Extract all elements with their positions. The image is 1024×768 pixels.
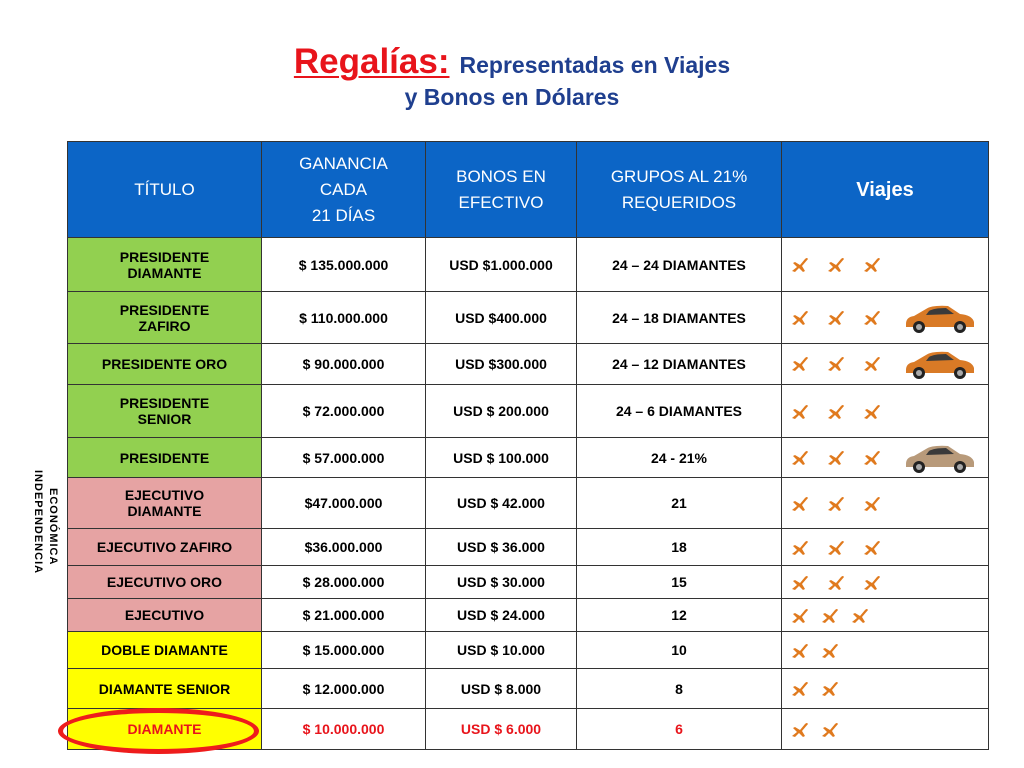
cell-grupos: 24 – 18 DIAMANTES <box>577 292 782 344</box>
table-row <box>68 344 989 385</box>
cell-viajes <box>782 529 989 566</box>
cell-ganancia: $ 90.000.000 <box>262 344 426 385</box>
airplane-icon <box>790 681 810 697</box>
table-row <box>68 529 989 566</box>
cell-viajes <box>782 669 989 709</box>
header-titulo: TÍTULO <box>68 142 262 238</box>
table-row <box>68 385 989 438</box>
airplane-icon <box>820 608 840 624</box>
cell-bonos: USD $ 200.000 <box>426 385 577 438</box>
cell-grupos: 24 – 6 DIAMANTES <box>577 385 782 438</box>
table-row <box>68 478 989 529</box>
cell-viajes <box>782 599 989 632</box>
airplane-icon <box>862 310 882 326</box>
airplane-icon <box>790 356 810 372</box>
cell-viajes <box>782 478 989 529</box>
header-viajes: Viajes <box>782 142 989 238</box>
cell-bonos: USD $300.000 <box>426 344 577 385</box>
airplane-icon <box>826 496 846 512</box>
airplane-icon <box>790 608 810 624</box>
title-main: Regalías: <box>293 42 450 81</box>
cell-titulo: PRESIDENTE ORO <box>68 344 262 385</box>
cell-viajes <box>782 292 989 344</box>
airplane-icon <box>790 310 810 326</box>
cell-bonos: USD $ 8.000 <box>426 669 577 709</box>
airplane-icon <box>820 681 840 697</box>
table-row <box>68 238 989 292</box>
cell-ganancia: $36.000.000 <box>262 529 426 566</box>
airplane-icon <box>790 450 810 466</box>
airplane-icon <box>820 643 840 659</box>
airplane-icon <box>862 257 882 273</box>
side-label-line2: ECONÓMICA <box>47 488 59 566</box>
airplane-icon <box>850 608 870 624</box>
title-sub1: Representadas en Viajes <box>459 52 731 78</box>
cell-titulo: DIAMANTE SENIOR <box>68 669 262 709</box>
cell-ganancia: $ 110.000.000 <box>262 292 426 344</box>
table-row <box>68 632 989 669</box>
cell-viajes <box>782 709 989 750</box>
cell-bonos: USD $ 6.000 <box>426 709 577 750</box>
cell-ganancia: $ 21.000.000 <box>262 599 426 632</box>
airplane-icon <box>862 404 882 420</box>
cell-grupos: 15 <box>577 566 782 599</box>
cell-ganancia: $ 28.000.000 <box>262 566 426 599</box>
cell-bonos: USD $ 100.000 <box>426 438 577 478</box>
airplane-icon <box>826 575 846 591</box>
table-row <box>68 669 989 709</box>
cell-viajes <box>782 566 989 599</box>
cell-grupos: 24 – 24 DIAMANTES <box>577 238 782 292</box>
cell-viajes <box>782 632 989 669</box>
car-icon <box>902 346 978 382</box>
cell-grupos: 21 <box>577 478 782 529</box>
header-bonos: BONOS EN EFECTIVO <box>426 142 577 238</box>
cell-grupos: 12 <box>577 599 782 632</box>
airplane-icon <box>862 356 882 372</box>
cell-grupos: 18 <box>577 529 782 566</box>
cell-titulo: EJECUTIVO ORO <box>68 566 262 599</box>
cell-ganancia: $ 10.000.000 <box>262 709 426 750</box>
cell-titulo: EJECUTIVO DIAMANTE <box>68 478 262 529</box>
airplane-icon <box>790 404 810 420</box>
cell-grupos: 10 <box>577 632 782 669</box>
airplane-icon <box>826 356 846 372</box>
cell-titulo: DIAMANTE <box>68 709 262 750</box>
cell-bonos: USD $ 10.000 <box>426 632 577 669</box>
car-icon <box>902 300 978 336</box>
header-ganancia: GANANCIA CADA 21 DÍAS <box>262 142 426 238</box>
airplane-icon <box>862 450 882 466</box>
cell-titulo: PRESIDENTE SENIOR <box>68 385 262 438</box>
airplane-icon <box>826 310 846 326</box>
header-grupos: GRUPOS AL 21% REQUERIDOS <box>577 142 782 238</box>
airplane-icon <box>862 496 882 512</box>
airplane-icon <box>862 540 882 556</box>
airplane-icon <box>826 404 846 420</box>
cell-ganancia: $ 15.000.000 <box>262 632 426 669</box>
airplane-icon <box>790 643 810 659</box>
cell-titulo: EJECUTIVO ZAFIRO <box>68 529 262 566</box>
table-row <box>68 566 989 599</box>
airplane-icon <box>790 575 810 591</box>
table-row <box>68 599 989 632</box>
cell-titulo: PRESIDENTE DIAMANTE <box>68 238 262 292</box>
car-icon <box>902 440 978 476</box>
cell-titulo: EJECUTIVO <box>68 599 262 632</box>
cell-grupos: 24 – 12 DIAMANTES <box>577 344 782 385</box>
cell-bonos: USD $ 30.000 <box>426 566 577 599</box>
airplane-icon <box>826 450 846 466</box>
airplane-icon <box>790 257 810 273</box>
cell-ganancia: $ 57.000.000 <box>262 438 426 478</box>
cell-bonos: USD $400.000 <box>426 292 577 344</box>
cell-grupos: 8 <box>577 669 782 709</box>
table-row <box>68 292 989 344</box>
cell-titulo: PRESIDENTE ZAFIRO <box>68 292 262 344</box>
cell-ganancia: $ 135.000.000 <box>262 238 426 292</box>
header-row <box>68 142 989 238</box>
side-label-line1: INDEPENDENCIA <box>32 470 44 575</box>
cell-viajes <box>782 438 989 478</box>
page-title <box>0 42 1024 82</box>
page-subtitle: y Bonos en Dólares <box>404 84 620 110</box>
table-row <box>68 438 989 478</box>
cell-grupos: 6 <box>577 709 782 750</box>
airplane-icon <box>820 722 840 738</box>
airplane-icon <box>862 575 882 591</box>
cell-ganancia: $ 12.000.000 <box>262 669 426 709</box>
cell-viajes <box>782 344 989 385</box>
cell-viajes <box>782 238 989 292</box>
cell-grupos: 24 - 21% <box>577 438 782 478</box>
cell-ganancia: $47.000.000 <box>262 478 426 529</box>
cell-titulo: PRESIDENTE <box>68 438 262 478</box>
cell-bonos: USD $ 36.000 <box>426 529 577 566</box>
cell-bonos: USD $ 42.000 <box>426 478 577 529</box>
highlight-oval <box>58 708 259 754</box>
cell-bonos: USD $1.000.000 <box>426 238 577 292</box>
airplane-icon <box>790 496 810 512</box>
cell-viajes <box>782 385 989 438</box>
royalties-table <box>67 141 989 750</box>
cell-titulo: DOBLE DIAMANTE <box>68 632 262 669</box>
airplane-icon <box>826 540 846 556</box>
airplane-icon <box>790 540 810 556</box>
cell-ganancia: $ 72.000.000 <box>262 385 426 438</box>
airplane-icon <box>826 257 846 273</box>
cell-bonos: USD $ 24.000 <box>426 599 577 632</box>
side-label <box>15 470 59 620</box>
airplane-icon <box>790 722 810 738</box>
